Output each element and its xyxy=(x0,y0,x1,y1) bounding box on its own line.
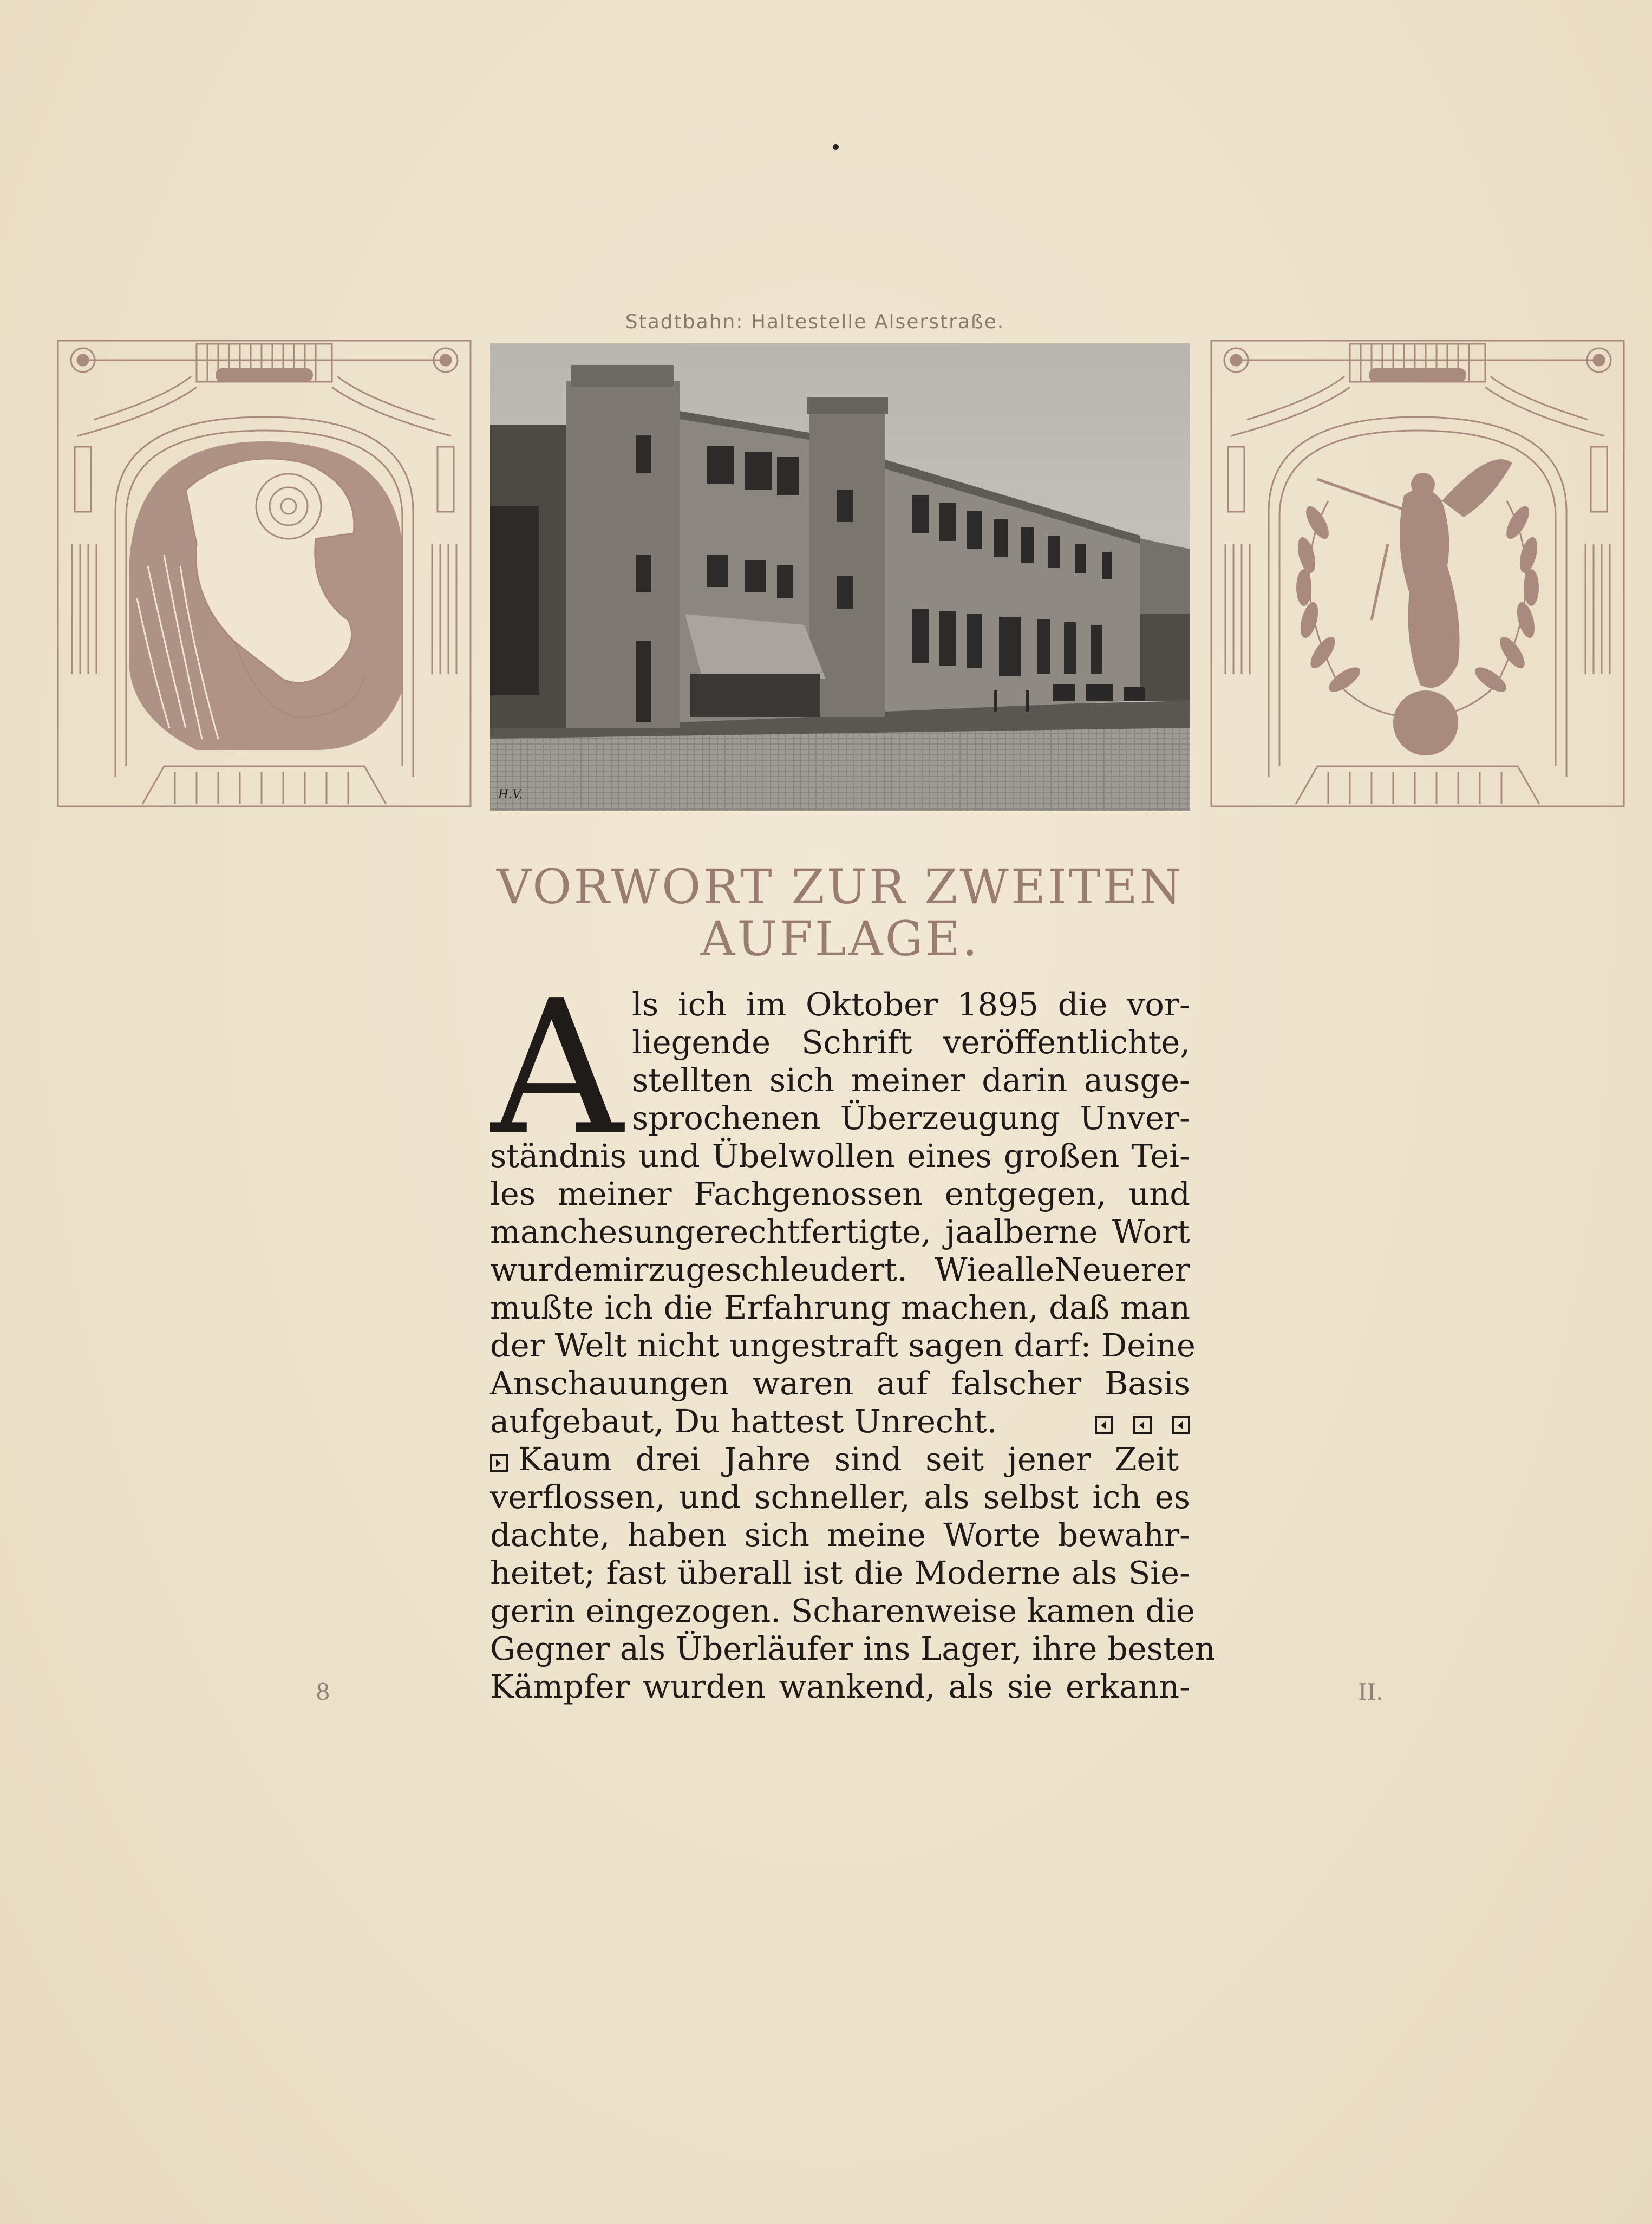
square-arrow-ornament-icon xyxy=(1095,1416,1113,1434)
text-line: der Welt nicht ungestraft sagen darf: Deine xyxy=(490,1327,1196,1364)
building-photo-icon xyxy=(490,343,1190,811)
text-line: Kämpfer wurden wankend, als sie erkann- xyxy=(490,1668,1190,1705)
text-line: ständnis und Übelwollen eines großen Tei- xyxy=(490,1137,1190,1175)
text-line: Kaum drei Jahre sind seit jener Zeit xyxy=(518,1440,1179,1478)
page-number-right: II. xyxy=(1358,1679,1383,1705)
text-line-with-ornament xyxy=(490,1440,1190,1478)
text-line-with-ornaments xyxy=(490,1403,1190,1440)
printer-dot xyxy=(833,144,839,150)
paragraph-end-ornaments xyxy=(1085,1403,1190,1440)
photo-caption: Stadtbahn: Haltestelle Alserstraße. xyxy=(625,311,1005,333)
text-line: Gegner als Überläufer ins Lager, ihre besten xyxy=(490,1630,1216,1667)
text-line: sprochenen Überzeugung Unver- xyxy=(632,1099,1190,1137)
athena-portrait-ornament-panel xyxy=(56,338,473,808)
text-line: stellten sich meiner darin ausge- xyxy=(632,1061,1190,1099)
square-arrow-ornament-icon xyxy=(1172,1416,1190,1434)
page-number-left: 8 xyxy=(316,1679,330,1705)
drop-cap-letter: A xyxy=(490,986,623,1136)
text-line: les meiner Fachgenossen entgegen, und xyxy=(490,1175,1190,1212)
text-line: aufgebaut, Du hattest Unrecht. xyxy=(490,1403,997,1440)
text-line: verflossen, und schneller, als selbst ich es xyxy=(490,1478,1190,1516)
stadtbahn-station-photo xyxy=(490,343,1190,811)
chapter-title xyxy=(466,861,1214,965)
athena-helmet-icon xyxy=(56,338,473,808)
text-line: dachte, haben sich meine Worte bewahr- xyxy=(490,1516,1190,1554)
text-line: manchesungerechtfertigte, jaalberne Wort xyxy=(490,1213,1190,1250)
title-line-2: AUFLAGE. xyxy=(700,911,980,967)
square-arrow-ornament-icon xyxy=(490,1454,508,1472)
square-arrow-ornament-icon xyxy=(1133,1416,1152,1434)
text-line: ls ich im Oktober 1895 die vor- xyxy=(632,986,1190,1023)
text-line: wurdemirzugeschleudert. WiealleNeuerer xyxy=(490,1251,1190,1288)
text-line: Anschauungen waren auf falscher Basis xyxy=(490,1365,1190,1402)
preface-paragraph xyxy=(490,986,1216,1706)
text-line: heitet; fast überall ist die Moderne als Sie- xyxy=(490,1554,1190,1592)
winged-victory-icon xyxy=(1209,338,1626,808)
text-line: gerin eingezogen. Scharenweise kamen die xyxy=(490,1592,1195,1629)
text-line: mußte ich die Erfahrung machen, daß man xyxy=(490,1289,1190,1326)
title-line-1: VORWORT ZUR ZWEITEN xyxy=(497,859,1184,915)
winged-victory-ornament-panel xyxy=(1209,338,1626,808)
text-line: liegende Schrift veröffentlichte, xyxy=(632,1023,1190,1061)
photo-signature: H.V. xyxy=(498,788,523,801)
